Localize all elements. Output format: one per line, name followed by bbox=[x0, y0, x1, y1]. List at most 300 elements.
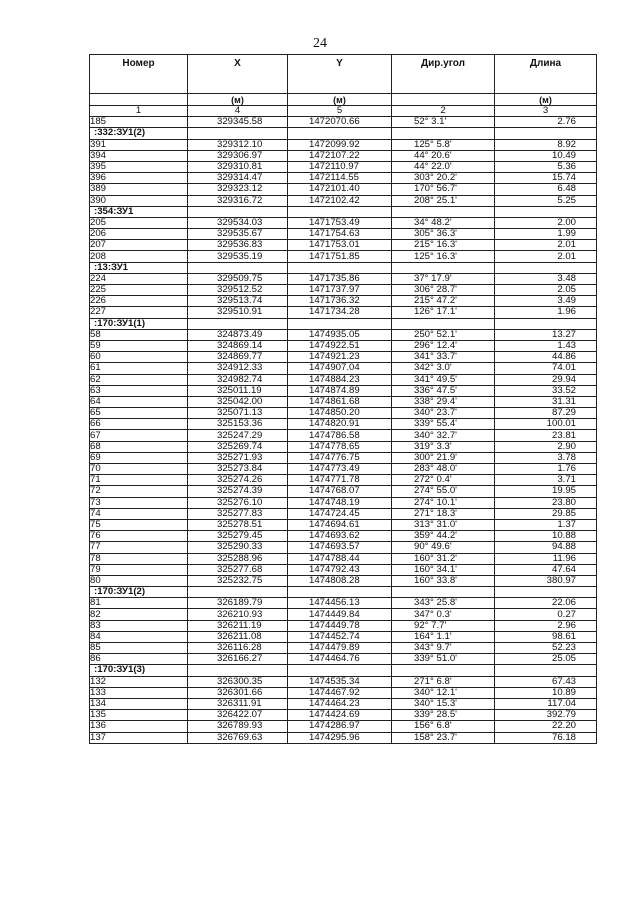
direction-angle-cell: 125° 5.8' bbox=[392, 139, 495, 150]
length-cell: 380.97 bbox=[495, 575, 597, 586]
direction-angle-cell: 339° 51.0' bbox=[392, 654, 495, 665]
empty-cell bbox=[188, 318, 288, 329]
table-row bbox=[90, 531, 597, 542]
table-row bbox=[90, 598, 597, 609]
x-coordinate-cell: 329534.03 bbox=[188, 217, 288, 228]
x-coordinate-cell: 326210.93 bbox=[188, 609, 288, 620]
length-cell: 31.31 bbox=[495, 396, 597, 407]
parcel-group-row bbox=[90, 128, 597, 139]
header-number: Номер bbox=[90, 55, 188, 94]
y-coordinate-cell: 1471735.86 bbox=[288, 273, 392, 284]
x-coordinate-cell: 325274.39 bbox=[188, 486, 288, 497]
point-number-cell: 61 bbox=[90, 363, 188, 374]
point-number-cell: 84 bbox=[90, 631, 188, 642]
y-coordinate-cell: 1471734.28 bbox=[288, 307, 392, 318]
length-cell: 1.96 bbox=[495, 307, 597, 318]
point-number-cell: 389 bbox=[90, 184, 188, 195]
length-cell: 29.85 bbox=[495, 508, 597, 519]
point-number-cell: 136 bbox=[90, 721, 188, 732]
empty-cell bbox=[188, 128, 288, 139]
empty-cell bbox=[288, 128, 392, 139]
length-cell: 94.88 bbox=[495, 542, 597, 553]
unit-length: (м) bbox=[495, 94, 597, 106]
point-number-cell: 205 bbox=[90, 217, 188, 228]
y-coordinate-cell: 1474792.43 bbox=[288, 564, 392, 575]
table-row bbox=[90, 408, 597, 419]
table-row bbox=[90, 161, 597, 172]
point-number-cell: 225 bbox=[90, 285, 188, 296]
y-coordinate-cell: 1474286.97 bbox=[288, 721, 392, 732]
y-coordinate-cell: 1474694.61 bbox=[288, 519, 392, 530]
y-coordinate-cell: 1474464.76 bbox=[288, 654, 392, 665]
direction-angle-cell: 300° 21.9' bbox=[392, 452, 495, 463]
column-index: 2 bbox=[392, 106, 495, 117]
table-row bbox=[90, 452, 597, 463]
direction-angle-cell: 341° 49.5' bbox=[392, 374, 495, 385]
point-number-cell: 69 bbox=[90, 452, 188, 463]
direction-angle-cell: 340° 23.7' bbox=[392, 408, 495, 419]
length-cell: 2.76 bbox=[495, 117, 597, 128]
y-coordinate-cell: 1471751.85 bbox=[288, 251, 392, 262]
coordinates-table bbox=[89, 54, 597, 744]
length-cell: 25.05 bbox=[495, 654, 597, 665]
direction-angle-cell: 126° 17.1' bbox=[392, 307, 495, 318]
parcel-group-name: :13:ЗУ1 bbox=[90, 262, 188, 273]
unit-x: (м) bbox=[188, 94, 288, 106]
table-row bbox=[90, 519, 597, 530]
x-coordinate-cell: 326769.63 bbox=[188, 732, 288, 743]
direction-angle-cell: 336° 47.5' bbox=[392, 385, 495, 396]
point-number-cell: 81 bbox=[90, 598, 188, 609]
direction-angle-cell: 274° 10.1' bbox=[392, 497, 495, 508]
table-row bbox=[90, 352, 597, 363]
y-coordinate-cell: 1474693.62 bbox=[288, 531, 392, 542]
length-cell: 6.48 bbox=[495, 184, 597, 195]
table-row bbox=[90, 340, 597, 351]
empty-cell bbox=[188, 587, 288, 598]
length-cell: 3.71 bbox=[495, 475, 597, 486]
x-coordinate-cell: 329345.58 bbox=[188, 117, 288, 128]
table-row bbox=[90, 553, 597, 564]
table-row bbox=[90, 329, 597, 340]
empty-cell bbox=[288, 206, 392, 217]
table-row bbox=[90, 117, 597, 128]
x-coordinate-cell: 326211.19 bbox=[188, 620, 288, 631]
table-row bbox=[90, 654, 597, 665]
empty-cell bbox=[188, 665, 288, 676]
point-number-cell: 71 bbox=[90, 475, 188, 486]
y-coordinate-cell: 1474820.91 bbox=[288, 419, 392, 430]
length-cell: 5.25 bbox=[495, 195, 597, 206]
direction-angle-cell: 125° 16.3' bbox=[392, 251, 495, 262]
table-row bbox=[90, 620, 597, 631]
column-index: 4 bbox=[188, 106, 288, 117]
point-number-cell: 394 bbox=[90, 150, 188, 161]
y-coordinate-cell: 1472101.40 bbox=[288, 184, 392, 195]
point-number-cell: 64 bbox=[90, 396, 188, 407]
x-coordinate-cell: 329536.83 bbox=[188, 240, 288, 251]
point-number-cell: 75 bbox=[90, 519, 188, 530]
point-number-cell: 132 bbox=[90, 676, 188, 687]
empty-cell bbox=[288, 587, 392, 598]
length-cell: 87.29 bbox=[495, 408, 597, 419]
y-coordinate-cell: 1474452.74 bbox=[288, 631, 392, 642]
point-number-cell: 86 bbox=[90, 654, 188, 665]
unit-y: (м) bbox=[288, 94, 392, 106]
direction-angle-cell: 160° 33.8' bbox=[392, 575, 495, 586]
x-coordinate-cell: 329312.10 bbox=[188, 139, 288, 150]
direction-angle-cell: 296° 12.4' bbox=[392, 340, 495, 351]
y-coordinate-cell: 1474748.19 bbox=[288, 497, 392, 508]
x-coordinate-cell: 325278.51 bbox=[188, 519, 288, 530]
y-coordinate-cell: 1474467.92 bbox=[288, 687, 392, 698]
point-number-cell: 74 bbox=[90, 508, 188, 519]
point-number-cell: 208 bbox=[90, 251, 188, 262]
point-number-cell: 73 bbox=[90, 497, 188, 508]
empty-cell bbox=[495, 128, 597, 139]
table-row bbox=[90, 542, 597, 553]
header-y: Y bbox=[288, 55, 392, 94]
direction-angle-cell: 313° 31.0' bbox=[392, 519, 495, 530]
parcel-group-row bbox=[90, 665, 597, 676]
length-cell: 10.89 bbox=[495, 687, 597, 698]
empty-cell bbox=[188, 206, 288, 217]
length-cell: 22.06 bbox=[495, 598, 597, 609]
y-coordinate-cell: 1474922.51 bbox=[288, 340, 392, 351]
table-row bbox=[90, 374, 597, 385]
direction-angle-cell: 250° 52.1' bbox=[392, 329, 495, 340]
x-coordinate-cell: 326311.91 bbox=[188, 698, 288, 709]
point-number-cell: 82 bbox=[90, 609, 188, 620]
direction-angle-cell: 52° 3.1' bbox=[392, 117, 495, 128]
column-index: 5 bbox=[288, 106, 392, 117]
table-row bbox=[90, 285, 597, 296]
point-number-cell: 77 bbox=[90, 542, 188, 553]
length-cell: 11.96 bbox=[495, 553, 597, 564]
point-number-cell: 83 bbox=[90, 620, 188, 631]
point-number-cell: 224 bbox=[90, 273, 188, 284]
y-coordinate-cell: 1474773.49 bbox=[288, 464, 392, 475]
direction-angle-cell: 347° 0.3' bbox=[392, 609, 495, 620]
direction-angle-cell: 272° 0.4' bbox=[392, 475, 495, 486]
direction-angle-cell: 271° 6.8' bbox=[392, 676, 495, 687]
point-number-cell: 185 bbox=[90, 117, 188, 128]
y-coordinate-cell: 1474850.20 bbox=[288, 408, 392, 419]
empty-cell bbox=[288, 318, 392, 329]
point-number-cell: 80 bbox=[90, 575, 188, 586]
length-cell: 44.86 bbox=[495, 352, 597, 363]
table-row bbox=[90, 385, 597, 396]
x-coordinate-cell: 325277.68 bbox=[188, 564, 288, 575]
x-coordinate-cell: 325071.13 bbox=[188, 408, 288, 419]
direction-angle-cell: 92° 7.7' bbox=[392, 620, 495, 631]
y-coordinate-cell: 1471753.49 bbox=[288, 217, 392, 228]
x-coordinate-cell: 325153.36 bbox=[188, 419, 288, 430]
table-row bbox=[90, 475, 597, 486]
empty-cell bbox=[392, 587, 495, 598]
x-coordinate-cell: 325011.19 bbox=[188, 385, 288, 396]
direction-angle-cell: 156° 6.8' bbox=[392, 721, 495, 732]
table-row bbox=[90, 698, 597, 709]
empty-cell bbox=[495, 206, 597, 217]
y-coordinate-cell: 1474449.78 bbox=[288, 620, 392, 631]
length-cell: 2.01 bbox=[495, 251, 597, 262]
x-coordinate-cell: 329314.47 bbox=[188, 173, 288, 184]
table-row bbox=[90, 486, 597, 497]
point-number-cell: 133 bbox=[90, 687, 188, 698]
column-index: 3 bbox=[495, 106, 597, 117]
parcel-group-name: :170:ЗУ1(2) bbox=[90, 587, 188, 598]
table-row bbox=[90, 240, 597, 251]
empty-cell bbox=[495, 665, 597, 676]
length-cell: 0.27 bbox=[495, 609, 597, 620]
table-row bbox=[90, 229, 597, 240]
x-coordinate-cell: 329535.19 bbox=[188, 251, 288, 262]
x-coordinate-cell: 325042.00 bbox=[188, 396, 288, 407]
direction-angle-cell: 306° 28.7' bbox=[392, 285, 495, 296]
y-coordinate-cell: 1472099.92 bbox=[288, 139, 392, 150]
empty-cell bbox=[288, 262, 392, 273]
y-coordinate-cell: 1474771.78 bbox=[288, 475, 392, 486]
y-coordinate-cell: 1474808.28 bbox=[288, 575, 392, 586]
length-cell: 22.20 bbox=[495, 721, 597, 732]
length-cell: 3.49 bbox=[495, 296, 597, 307]
x-coordinate-cell: 325232.75 bbox=[188, 575, 288, 586]
y-coordinate-cell: 1474295.96 bbox=[288, 732, 392, 743]
x-coordinate-cell: 329316.72 bbox=[188, 195, 288, 206]
length-cell: 10.88 bbox=[495, 531, 597, 542]
direction-angle-cell: 359° 44.2' bbox=[392, 531, 495, 542]
column-index: 1 bbox=[90, 106, 188, 117]
y-coordinate-cell: 1472102.42 bbox=[288, 195, 392, 206]
length-cell: 100.01 bbox=[495, 419, 597, 430]
x-coordinate-cell: 324869.77 bbox=[188, 352, 288, 363]
y-coordinate-cell: 1474861.68 bbox=[288, 396, 392, 407]
point-number-cell: 135 bbox=[90, 710, 188, 721]
point-number-cell: 137 bbox=[90, 732, 188, 743]
x-coordinate-cell: 325269.74 bbox=[188, 441, 288, 452]
direction-angle-cell: 170° 56.7' bbox=[392, 184, 495, 195]
direction-angle-cell: 338° 29.4' bbox=[392, 396, 495, 407]
x-coordinate-cell: 329512.52 bbox=[188, 285, 288, 296]
y-coordinate-cell: 1474693.57 bbox=[288, 542, 392, 553]
table-row bbox=[90, 173, 597, 184]
length-cell: 392.79 bbox=[495, 710, 597, 721]
table-row bbox=[90, 721, 597, 732]
column-index-row bbox=[90, 106, 597, 117]
table-row bbox=[90, 150, 597, 161]
y-coordinate-cell: 1474535.34 bbox=[288, 676, 392, 687]
x-coordinate-cell: 329509.75 bbox=[188, 273, 288, 284]
header-length: Длина bbox=[495, 55, 597, 94]
y-coordinate-cell: 1474788.44 bbox=[288, 553, 392, 564]
y-coordinate-cell: 1474786.58 bbox=[288, 430, 392, 441]
direction-angle-cell: 305° 36.3' bbox=[392, 229, 495, 240]
table-row bbox=[90, 564, 597, 575]
length-cell: 13.27 bbox=[495, 329, 597, 340]
length-cell: 2.00 bbox=[495, 217, 597, 228]
table-row bbox=[90, 419, 597, 430]
empty-cell bbox=[495, 262, 597, 273]
direction-angle-cell: 271° 18.3' bbox=[392, 508, 495, 519]
parcel-group-name: :170:ЗУ1(3) bbox=[90, 665, 188, 676]
point-number-cell: 207 bbox=[90, 240, 188, 251]
point-number-cell: 60 bbox=[90, 352, 188, 363]
point-number-cell: 68 bbox=[90, 441, 188, 452]
table-row bbox=[90, 296, 597, 307]
point-number-cell: 67 bbox=[90, 430, 188, 441]
x-coordinate-cell: 324912.33 bbox=[188, 363, 288, 374]
x-coordinate-cell: 326166.27 bbox=[188, 654, 288, 665]
length-cell: 1.43 bbox=[495, 340, 597, 351]
point-number-cell: 395 bbox=[90, 161, 188, 172]
x-coordinate-cell: 326422.07 bbox=[188, 710, 288, 721]
point-number-cell: 85 bbox=[90, 643, 188, 654]
length-cell: 5.36 bbox=[495, 161, 597, 172]
direction-angle-cell: 215° 47.2' bbox=[392, 296, 495, 307]
point-number-cell: 134 bbox=[90, 698, 188, 709]
x-coordinate-cell: 329306.97 bbox=[188, 150, 288, 161]
header-x: X bbox=[188, 55, 288, 94]
direction-angle-cell: 303° 20.2' bbox=[392, 173, 495, 184]
direction-angle-cell: 283° 48.0' bbox=[392, 464, 495, 475]
direction-angle-cell: 158° 23.7' bbox=[392, 732, 495, 743]
empty-cell bbox=[495, 587, 597, 598]
x-coordinate-cell: 325279.45 bbox=[188, 531, 288, 542]
empty-cell bbox=[392, 318, 495, 329]
length-cell: 23.80 bbox=[495, 497, 597, 508]
empty-cell bbox=[495, 318, 597, 329]
y-coordinate-cell: 1471737.97 bbox=[288, 285, 392, 296]
length-cell: 15.74 bbox=[495, 173, 597, 184]
x-coordinate-cell: 325288.96 bbox=[188, 553, 288, 564]
direction-angle-cell: 37° 17.9' bbox=[392, 273, 495, 284]
direction-angle-cell: 319° 3.3' bbox=[392, 441, 495, 452]
parcel-group-name: :170:ЗУ1(1) bbox=[90, 318, 188, 329]
y-coordinate-cell: 1474424.69 bbox=[288, 710, 392, 721]
header-row bbox=[90, 55, 597, 94]
y-coordinate-cell: 1472107.22 bbox=[288, 150, 392, 161]
y-coordinate-cell: 1471754.63 bbox=[288, 229, 392, 240]
direction-angle-cell: 44° 22.0' bbox=[392, 161, 495, 172]
empty-cell bbox=[392, 206, 495, 217]
y-coordinate-cell: 1474778.65 bbox=[288, 441, 392, 452]
direction-angle-cell: 160° 34.1' bbox=[392, 564, 495, 575]
x-coordinate-cell: 325247.29 bbox=[188, 430, 288, 441]
direction-angle-cell: 339° 28.5' bbox=[392, 710, 495, 721]
direction-angle-cell: 164° 1.1' bbox=[392, 631, 495, 642]
direction-angle-cell: 340° 12.1' bbox=[392, 687, 495, 698]
parcel-group-name: :354:ЗУ1 bbox=[90, 206, 188, 217]
x-coordinate-cell: 325273.84 bbox=[188, 464, 288, 475]
direction-angle-cell: 44° 20.6' bbox=[392, 150, 495, 161]
parcel-group-row bbox=[90, 206, 597, 217]
point-number-cell: 79 bbox=[90, 564, 188, 575]
table-row bbox=[90, 497, 597, 508]
x-coordinate-cell: 324982.74 bbox=[188, 374, 288, 385]
length-cell: 2.05 bbox=[495, 285, 597, 296]
point-number-cell: 396 bbox=[90, 173, 188, 184]
empty-cell bbox=[288, 665, 392, 676]
empty-cell bbox=[392, 665, 495, 676]
table-body bbox=[90, 117, 597, 744]
direction-angle-cell: 343° 25.8' bbox=[392, 598, 495, 609]
table-row bbox=[90, 508, 597, 519]
x-coordinate-cell: 325276.10 bbox=[188, 497, 288, 508]
y-coordinate-cell: 1471736.32 bbox=[288, 296, 392, 307]
table-row bbox=[90, 676, 597, 687]
length-cell: 98.61 bbox=[495, 631, 597, 642]
length-cell: 2.01 bbox=[495, 240, 597, 251]
table-row bbox=[90, 631, 597, 642]
header-direction-angle: Дир.угол bbox=[392, 55, 495, 94]
direction-angle-cell: 339° 55.4' bbox=[392, 419, 495, 430]
x-coordinate-cell: 326189.79 bbox=[188, 598, 288, 609]
units-row bbox=[90, 94, 597, 106]
unit-number bbox=[90, 94, 188, 106]
direction-angle-cell: 340° 32.7' bbox=[392, 430, 495, 441]
table-row bbox=[90, 273, 597, 284]
length-cell: 52.23 bbox=[495, 643, 597, 654]
parcel-group-row bbox=[90, 587, 597, 598]
direction-angle-cell: 274° 55.0' bbox=[392, 486, 495, 497]
length-cell: 67.43 bbox=[495, 676, 597, 687]
length-cell: 1.37 bbox=[495, 519, 597, 530]
y-coordinate-cell: 1474464.23 bbox=[288, 698, 392, 709]
point-number-cell: 391 bbox=[90, 139, 188, 150]
x-coordinate-cell: 325290.33 bbox=[188, 542, 288, 553]
x-coordinate-cell: 326301.66 bbox=[188, 687, 288, 698]
x-coordinate-cell: 324869.14 bbox=[188, 340, 288, 351]
table-row bbox=[90, 139, 597, 150]
direction-angle-cell: 215° 16.3' bbox=[392, 240, 495, 251]
table-row bbox=[90, 732, 597, 743]
direction-angle-cell: 342° 3.0' bbox=[392, 363, 495, 374]
point-number-cell: 390 bbox=[90, 195, 188, 206]
y-coordinate-cell: 1474935.05 bbox=[288, 329, 392, 340]
length-cell: 74.01 bbox=[495, 363, 597, 374]
y-coordinate-cell: 1474449.84 bbox=[288, 609, 392, 620]
table-row bbox=[90, 251, 597, 262]
length-cell: 76.18 bbox=[495, 732, 597, 743]
table-row bbox=[90, 217, 597, 228]
point-number-cell: 226 bbox=[90, 296, 188, 307]
y-coordinate-cell: 1471753.01 bbox=[288, 240, 392, 251]
empty-cell bbox=[392, 262, 495, 273]
point-number-cell: 78 bbox=[90, 553, 188, 564]
parcel-group-name: :332:ЗУ1(2) bbox=[90, 128, 188, 139]
point-number-cell: 76 bbox=[90, 531, 188, 542]
x-coordinate-cell: 329513.74 bbox=[188, 296, 288, 307]
x-coordinate-cell: 326300.35 bbox=[188, 676, 288, 687]
length-cell: 47.64 bbox=[495, 564, 597, 575]
y-coordinate-cell: 1474768.07 bbox=[288, 486, 392, 497]
x-coordinate-cell: 329310.81 bbox=[188, 161, 288, 172]
x-coordinate-cell: 325271.93 bbox=[188, 452, 288, 463]
x-coordinate-cell: 326211.08 bbox=[188, 631, 288, 642]
length-cell: 3.48 bbox=[495, 273, 597, 284]
point-number-cell: 65 bbox=[90, 408, 188, 419]
x-coordinate-cell: 329510.91 bbox=[188, 307, 288, 318]
direction-angle-cell: 341° 33.7' bbox=[392, 352, 495, 363]
page-number: 24 bbox=[313, 36, 327, 51]
point-number-cell: 62 bbox=[90, 374, 188, 385]
y-coordinate-cell: 1474921.23 bbox=[288, 352, 392, 363]
direction-angle-cell: 340° 15.3' bbox=[392, 698, 495, 709]
point-number-cell: 206 bbox=[90, 229, 188, 240]
direction-angle-cell: 34° 48.2' bbox=[392, 217, 495, 228]
length-cell: 10.49 bbox=[495, 150, 597, 161]
